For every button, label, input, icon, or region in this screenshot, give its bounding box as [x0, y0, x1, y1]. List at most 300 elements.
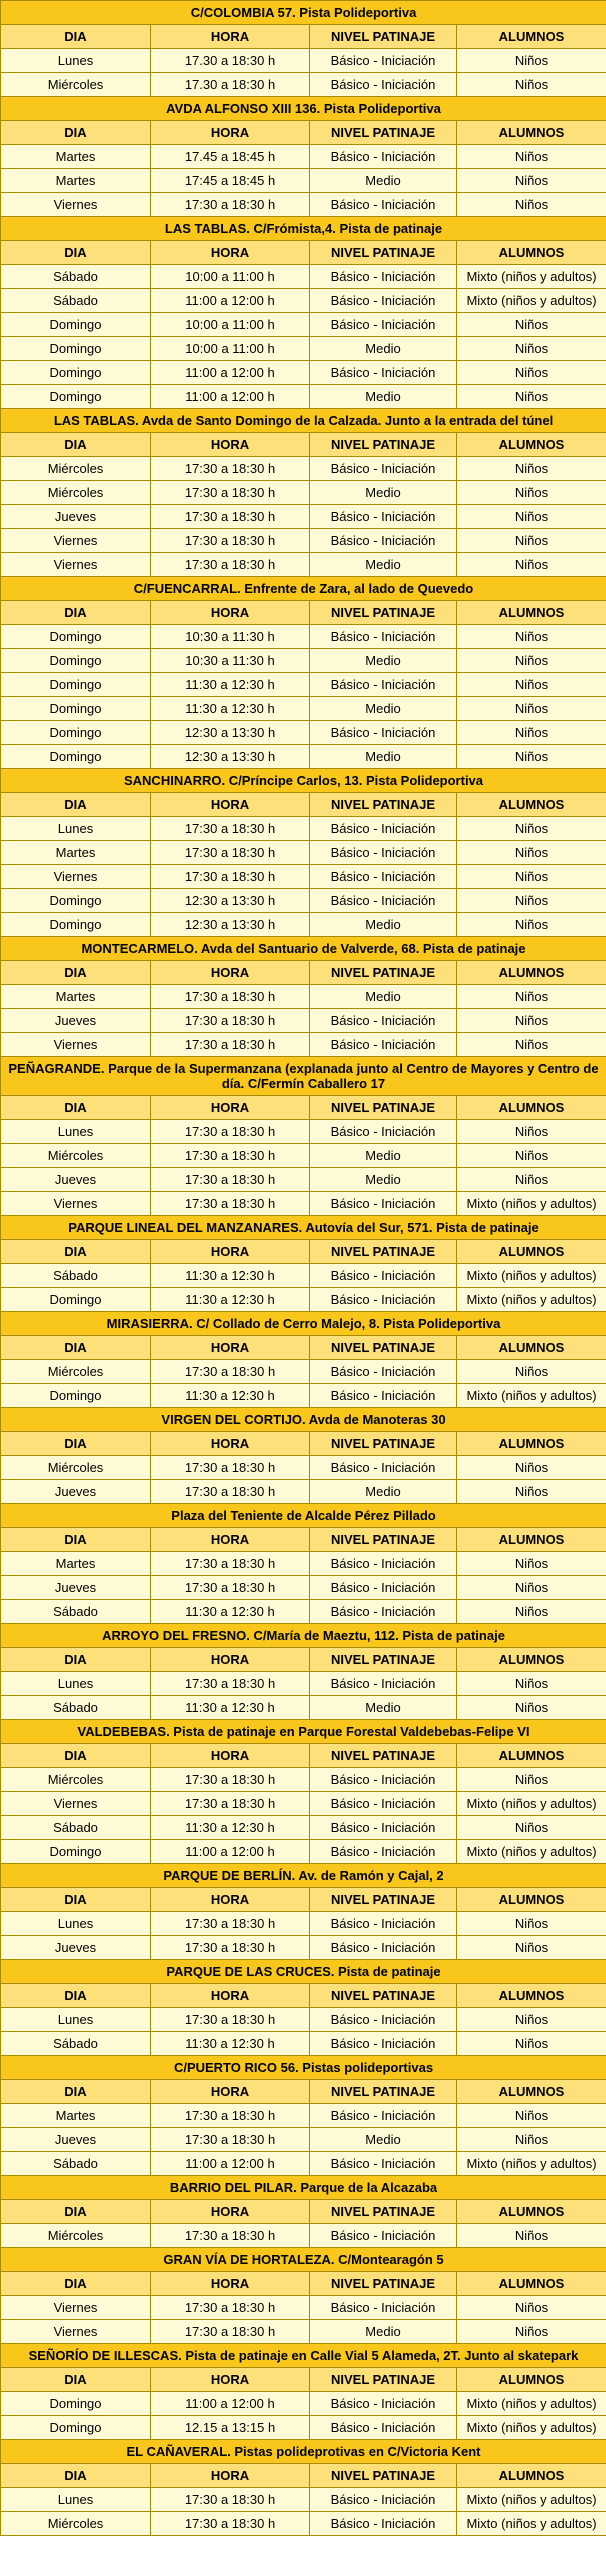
location-title-row — [1, 2344, 606, 2368]
students-header: ALUMNOS — [457, 1336, 606, 1360]
students-cell: Niños — [457, 1033, 606, 1057]
hour-cell: 17:30 a 18:30 h — [151, 841, 310, 865]
column-header-row — [1, 1336, 606, 1360]
column-header-row — [1, 241, 606, 265]
students-cell: Niños — [457, 553, 606, 577]
table-row — [1, 49, 606, 73]
location-title: VIRGEN DEL CORTIJO. Avda de Manoteras 30 — [1, 1408, 606, 1432]
table-row — [1, 697, 606, 721]
students-cell: Niños — [457, 1144, 606, 1168]
day-cell: Domingo — [1, 2416, 151, 2440]
hour-header: HORA — [151, 2464, 310, 2488]
hour-cell: 17:30 a 18:30 h — [151, 1768, 310, 1792]
day-cell: Domingo — [1, 697, 151, 721]
level-header: NIVEL PATINAJE — [310, 1744, 457, 1768]
day-cell: Lunes — [1, 1672, 151, 1696]
hour-header: HORA — [151, 241, 310, 265]
level-header: NIVEL PATINAJE — [310, 2200, 457, 2224]
hour-cell: 17:30 a 18:30 h — [151, 2320, 310, 2344]
students-header: ALUMNOS — [457, 1528, 606, 1552]
level-cell: Básico - Iniciación — [310, 2416, 457, 2440]
students-cell: Mixto (niños y adultos) — [457, 2152, 606, 2176]
day-cell: Domingo — [1, 1840, 151, 1864]
hour-cell: 17:30 a 18:30 h — [151, 193, 310, 217]
level-cell: Básico - Iniciación — [310, 1009, 457, 1033]
hour-header: HORA — [151, 433, 310, 457]
hour-cell: 11:00 a 12:00 h — [151, 2392, 310, 2416]
location-title-row — [1, 2440, 606, 2464]
level-header: NIVEL PATINAJE — [310, 1888, 457, 1912]
hour-header: HORA — [151, 961, 310, 985]
hour-cell: 17:30 a 18:30 h — [151, 2488, 310, 2512]
level-cell: Medio — [310, 169, 457, 193]
level-cell: Medio — [310, 745, 457, 769]
table-row — [1, 361, 606, 385]
level-cell: Básico - Iniciación — [310, 265, 457, 289]
level-header: NIVEL PATINAJE — [310, 1528, 457, 1552]
table-row — [1, 1033, 606, 1057]
day-cell: Martes — [1, 841, 151, 865]
hour-cell: 17:30 a 18:30 h — [151, 1936, 310, 1960]
students-cell: Niños — [457, 2008, 606, 2032]
level-cell: Básico - Iniciación — [310, 2032, 457, 2056]
level-cell: Básico - Iniciación — [310, 889, 457, 913]
day-cell: Jueves — [1, 1576, 151, 1600]
day-header: DIA — [1, 2200, 151, 2224]
hour-cell: 11:30 a 12:30 h — [151, 673, 310, 697]
level-header: NIVEL PATINAJE — [310, 121, 457, 145]
day-header: DIA — [1, 1096, 151, 1120]
level-cell: Medio — [310, 1480, 457, 1504]
hour-cell: 17:30 a 18:30 h — [151, 1792, 310, 1816]
location-title: MIRASIERRA. C/ Collado de Cerro Malejo, 8. Pista Polideportiva — [1, 1312, 606, 1336]
column-header-row — [1, 2272, 606, 2296]
hour-cell: 11:30 a 12:30 h — [151, 1816, 310, 1840]
hour-cell: 17.30 a 18:30 h — [151, 73, 310, 97]
level-header: NIVEL PATINAJE — [310, 961, 457, 985]
students-cell: Niños — [457, 1576, 606, 1600]
table-row — [1, 1912, 606, 1936]
level-cell: Básico - Iniciación — [310, 2104, 457, 2128]
day-cell: Jueves — [1, 1168, 151, 1192]
day-cell: Martes — [1, 145, 151, 169]
level-cell: Básico - Iniciación — [310, 1360, 457, 1384]
table-row — [1, 625, 606, 649]
table-row — [1, 2152, 606, 2176]
students-cell: Niños — [457, 625, 606, 649]
day-cell: Sábado — [1, 1600, 151, 1624]
day-cell: Sábado — [1, 2032, 151, 2056]
students-header: ALUMNOS — [457, 2080, 606, 2104]
table-row — [1, 1552, 606, 1576]
students-cell: Niños — [457, 2104, 606, 2128]
level-cell: Básico - Iniciación — [310, 1768, 457, 1792]
table-row — [1, 2296, 606, 2320]
hour-cell: 17:30 a 18:30 h — [151, 817, 310, 841]
day-header: DIA — [1, 601, 151, 625]
level-cell: Básico - Iniciación — [310, 1120, 457, 1144]
location-title-row — [1, 97, 606, 121]
day-cell: Martes — [1, 1552, 151, 1576]
students-cell: Niños — [457, 1912, 606, 1936]
students-cell: Niños — [457, 1456, 606, 1480]
day-cell: Lunes — [1, 49, 151, 73]
level-cell: Medio — [310, 337, 457, 361]
students-cell: Mixto (niños y adultos) — [457, 2416, 606, 2440]
table-row — [1, 385, 606, 409]
table-row — [1, 529, 606, 553]
table-row — [1, 1009, 606, 1033]
students-header: ALUMNOS — [457, 601, 606, 625]
hour-cell: 17:30 a 18:30 h — [151, 2296, 310, 2320]
hour-cell: 17:30 a 18:30 h — [151, 1480, 310, 1504]
table-row — [1, 1360, 606, 1384]
column-header-row — [1, 2200, 606, 2224]
students-cell: Mixto (niños y adultos) — [457, 1792, 606, 1816]
table-row — [1, 265, 606, 289]
hour-header: HORA — [151, 2272, 310, 2296]
table-row — [1, 1384, 606, 1408]
day-cell: Miércoles — [1, 481, 151, 505]
students-header: ALUMNOS — [457, 2464, 606, 2488]
day-cell: Miércoles — [1, 1360, 151, 1384]
students-cell: Mixto (niños y adultos) — [457, 289, 606, 313]
level-header: NIVEL PATINAJE — [310, 433, 457, 457]
column-header-row — [1, 2464, 606, 2488]
table-row — [1, 193, 606, 217]
day-cell: Domingo — [1, 1288, 151, 1312]
students-header: ALUMNOS — [457, 1096, 606, 1120]
students-cell: Niños — [457, 529, 606, 553]
day-cell: Jueves — [1, 2128, 151, 2152]
column-header-row — [1, 121, 606, 145]
location-title-row — [1, 2248, 606, 2272]
day-cell: Viernes — [1, 865, 151, 889]
location-title: C/COLOMBIA 57. Pista Polideportiva — [1, 1, 606, 25]
hour-cell: 17:30 a 18:30 h — [151, 865, 310, 889]
students-cell: Niños — [457, 1552, 606, 1576]
hour-cell: 17:30 a 18:30 h — [151, 2104, 310, 2128]
level-cell: Básico - Iniciación — [310, 1384, 457, 1408]
day-header: DIA — [1, 1984, 151, 2008]
students-cell: Niños — [457, 673, 606, 697]
hour-cell: 10:30 a 11:30 h — [151, 625, 310, 649]
level-cell: Medio — [310, 2320, 457, 2344]
level-cell: Básico - Iniciación — [310, 49, 457, 73]
day-cell: Domingo — [1, 2392, 151, 2416]
students-cell: Niños — [457, 457, 606, 481]
day-cell: Domingo — [1, 337, 151, 361]
students-header: ALUMNOS — [457, 1984, 606, 2008]
hour-cell: 11:30 a 12:30 h — [151, 2032, 310, 2056]
location-title: C/FUENCARRAL. Enfrente de Zara, al lado de Quevedo — [1, 577, 606, 601]
table-row — [1, 673, 606, 697]
column-header-row — [1, 1528, 606, 1552]
hour-cell: 10:00 a 11:00 h — [151, 337, 310, 361]
day-cell: Domingo — [1, 889, 151, 913]
hour-cell: 11:00 a 12:00 h — [151, 1840, 310, 1864]
location-title: PARQUE LINEAL DEL MANZANARES. Autovía del Sur, 571. Pista de patinaje — [1, 1216, 606, 1240]
column-header-row — [1, 961, 606, 985]
students-cell: Mixto (niños y adultos) — [457, 1288, 606, 1312]
students-cell: Niños — [457, 985, 606, 1009]
day-cell: Domingo — [1, 313, 151, 337]
level-cell: Básico - Iniciación — [310, 289, 457, 313]
location-title-row — [1, 217, 606, 241]
location-title: PARQUE DE LAS CRUCES. Pista de patinaje — [1, 1960, 606, 1984]
level-cell: Básico - Iniciación — [310, 1288, 457, 1312]
day-cell: Domingo — [1, 745, 151, 769]
location-title: GRAN VÍA DE HORTALEZA. C/Montearagón 5 — [1, 2248, 606, 2272]
level-cell: Básico - Iniciación — [310, 73, 457, 97]
students-cell: Mixto (niños y adultos) — [457, 265, 606, 289]
hour-header: HORA — [151, 25, 310, 49]
table-row — [1, 1480, 606, 1504]
hour-cell: 17:30 a 18:30 h — [151, 985, 310, 1009]
students-cell: Niños — [457, 505, 606, 529]
level-cell: Básico - Iniciación — [310, 1264, 457, 1288]
level-cell: Básico - Iniciación — [310, 2488, 457, 2512]
students-cell: Niños — [457, 481, 606, 505]
hour-cell: 10:00 a 11:00 h — [151, 313, 310, 337]
level-cell: Básico - Iniciación — [310, 2152, 457, 2176]
day-cell: Miércoles — [1, 2512, 151, 2536]
hour-cell: 17:30 a 18:30 h — [151, 1576, 310, 1600]
level-cell: Básico - Iniciación — [310, 1033, 457, 1057]
table-row — [1, 2128, 606, 2152]
level-cell: Básico - Iniciación — [310, 1816, 457, 1840]
level-header: NIVEL PATINAJE — [310, 2272, 457, 2296]
location-title: BARRIO DEL PILAR. Parque de la Alcazaba — [1, 2176, 606, 2200]
day-cell: Domingo — [1, 649, 151, 673]
table-row — [1, 169, 606, 193]
day-header: DIA — [1, 241, 151, 265]
students-cell: Niños — [457, 1600, 606, 1624]
students-cell: Niños — [457, 361, 606, 385]
day-cell: Martes — [1, 985, 151, 1009]
students-cell: Niños — [457, 313, 606, 337]
level-cell: Básico - Iniciación — [310, 625, 457, 649]
location-title: SANCHINARRO. C/Príncipe Carlos, 13. Pista Polideportiva — [1, 769, 606, 793]
table-row — [1, 145, 606, 169]
level-cell: Medio — [310, 1144, 457, 1168]
students-cell: Mixto (niños y adultos) — [457, 1384, 606, 1408]
level-cell: Básico - Iniciación — [310, 361, 457, 385]
column-header-row — [1, 1432, 606, 1456]
column-header-row — [1, 793, 606, 817]
hour-cell: 11:00 a 12:00 h — [151, 361, 310, 385]
location-title-row — [1, 1312, 606, 1336]
students-header: ALUMNOS — [457, 121, 606, 145]
hour-cell: 17:30 a 18:30 h — [151, 1912, 310, 1936]
table-row — [1, 1264, 606, 1288]
location-title-row — [1, 1, 606, 25]
hour-cell: 17:30 a 18:30 h — [151, 1009, 310, 1033]
table-row — [1, 505, 606, 529]
level-cell: Medio — [310, 553, 457, 577]
hour-header: HORA — [151, 2080, 310, 2104]
level-header: NIVEL PATINAJE — [310, 2464, 457, 2488]
hour-cell: 17.45 a 18:45 h — [151, 145, 310, 169]
students-cell: Niños — [457, 1480, 606, 1504]
level-cell: Básico - Iniciación — [310, 817, 457, 841]
students-cell: Mixto (niños y adultos) — [457, 1840, 606, 1864]
level-header: NIVEL PATINAJE — [310, 601, 457, 625]
column-header-row — [1, 1744, 606, 1768]
hour-cell: 11:00 a 12:00 h — [151, 385, 310, 409]
level-cell: Medio — [310, 481, 457, 505]
table-row — [1, 1696, 606, 1720]
location-title: MONTECARMELO. Avda del Santuario de Valverde, 68. Pista de patinaje — [1, 937, 606, 961]
students-cell: Niños — [457, 1768, 606, 1792]
table-row — [1, 313, 606, 337]
hour-cell: 17:30 a 18:30 h — [151, 529, 310, 553]
day-header: DIA — [1, 2464, 151, 2488]
hour-header: HORA — [151, 1984, 310, 2008]
level-cell: Básico - Iniciación — [310, 505, 457, 529]
day-header: DIA — [1, 433, 151, 457]
students-cell: Niños — [457, 1672, 606, 1696]
table-row — [1, 2488, 606, 2512]
day-cell: Viernes — [1, 193, 151, 217]
students-header: ALUMNOS — [457, 2272, 606, 2296]
hour-cell: 17:30 a 18:30 h — [151, 457, 310, 481]
hour-header: HORA — [151, 1240, 310, 1264]
level-header: NIVEL PATINAJE — [310, 2368, 457, 2392]
day-cell: Domingo — [1, 913, 151, 937]
day-cell: Lunes — [1, 2488, 151, 2512]
location-title: VALDEBEBAS. Pista de patinaje en Parque Forestal Valdebebas-Felipe VI — [1, 1720, 606, 1744]
level-cell: Básico - Iniciación — [310, 457, 457, 481]
table-row — [1, 1144, 606, 1168]
day-cell: Domingo — [1, 673, 151, 697]
students-cell: Niños — [457, 817, 606, 841]
level-header: NIVEL PATINAJE — [310, 25, 457, 49]
hour-cell: 17:30 a 18:30 h — [151, 1552, 310, 1576]
hour-cell: 17:30 a 18:30 h — [151, 1192, 310, 1216]
day-cell: Martes — [1, 2104, 151, 2128]
hour-header: HORA — [151, 1336, 310, 1360]
hour-header: HORA — [151, 1432, 310, 1456]
level-header: NIVEL PATINAJE — [310, 1984, 457, 2008]
day-cell: Sábado — [1, 289, 151, 313]
hour-cell: 17:30 a 18:30 h — [151, 1168, 310, 1192]
location-title: EL CAÑAVERAL. Pistas polideprotivas en C/Victoria Kent — [1, 2440, 606, 2464]
day-header: DIA — [1, 25, 151, 49]
hour-header: HORA — [151, 1528, 310, 1552]
students-cell: Niños — [457, 865, 606, 889]
table-row — [1, 1936, 606, 1960]
students-header: ALUMNOS — [457, 1648, 606, 1672]
day-cell: Viernes — [1, 529, 151, 553]
location-title-row — [1, 1504, 606, 1528]
location-title: LAS TABLAS. C/Frómista,4. Pista de patinaje — [1, 217, 606, 241]
level-cell: Básico - Iniciación — [310, 193, 457, 217]
day-cell: Jueves — [1, 1480, 151, 1504]
level-cell: Básico - Iniciación — [310, 1840, 457, 1864]
hour-cell: 10:30 a 11:30 h — [151, 649, 310, 673]
students-header: ALUMNOS — [457, 1432, 606, 1456]
level-cell: Medio — [310, 1696, 457, 1720]
table-row — [1, 1816, 606, 1840]
students-cell: Niños — [457, 337, 606, 361]
location-title-row — [1, 1216, 606, 1240]
level-cell: Básico - Iniciación — [310, 1936, 457, 1960]
location-title-row — [1, 409, 606, 433]
table-row — [1, 1120, 606, 1144]
hour-cell: 11:00 a 12:00 h — [151, 2152, 310, 2176]
day-cell: Domingo — [1, 385, 151, 409]
location-title: AVDA ALFONSO XIII 136. Pista Polideportiva — [1, 97, 606, 121]
students-cell: Niños — [457, 889, 606, 913]
hour-cell: 17:30 a 18:30 h — [151, 2224, 310, 2248]
hour-cell: 17:30 a 18:30 h — [151, 481, 310, 505]
table-row — [1, 817, 606, 841]
day-cell: Miércoles — [1, 1456, 151, 1480]
table-row — [1, 2416, 606, 2440]
location-title: LAS TABLAS. Avda de Santo Domingo de la Calzada. Junto a la entrada del túnel — [1, 409, 606, 433]
hour-cell: 11:30 a 12:30 h — [151, 1264, 310, 1288]
level-header: NIVEL PATINAJE — [310, 1240, 457, 1264]
level-cell: Medio — [310, 913, 457, 937]
level-cell: Básico - Iniciación — [310, 2224, 457, 2248]
day-cell: Sábado — [1, 2152, 151, 2176]
hour-cell: 17:30 a 18:30 h — [151, 553, 310, 577]
hour-cell: 11:30 a 12:30 h — [151, 1288, 310, 1312]
day-cell: Miércoles — [1, 73, 151, 97]
table-row — [1, 2032, 606, 2056]
day-header: DIA — [1, 1744, 151, 1768]
level-cell: Medio — [310, 697, 457, 721]
day-cell: Viernes — [1, 1192, 151, 1216]
table-row — [1, 2392, 606, 2416]
column-header-row — [1, 1648, 606, 1672]
students-cell: Niños — [457, 1360, 606, 1384]
location-title: ARROYO DEL FRESNO. C/María de Maeztu, 112. Pista de patinaje — [1, 1624, 606, 1648]
students-cell: Niños — [457, 1696, 606, 1720]
table-row — [1, 1840, 606, 1864]
hour-cell: 17:30 a 18:30 h — [151, 2512, 310, 2536]
hour-header: HORA — [151, 2200, 310, 2224]
day-cell: Viernes — [1, 553, 151, 577]
students-cell: Niños — [457, 193, 606, 217]
students-cell: Niños — [457, 2128, 606, 2152]
hour-cell: 17:30 a 18:30 h — [151, 1033, 310, 1057]
table-row — [1, 1456, 606, 1480]
students-cell: Mixto (niños y adultos) — [457, 2512, 606, 2536]
level-cell: Básico - Iniciación — [310, 529, 457, 553]
level-cell: Básico - Iniciación — [310, 1912, 457, 1936]
column-header-row — [1, 25, 606, 49]
level-header: NIVEL PATINAJE — [310, 2080, 457, 2104]
day-header: DIA — [1, 793, 151, 817]
day-cell: Miércoles — [1, 457, 151, 481]
level-header: NIVEL PATINAJE — [310, 1648, 457, 1672]
hour-header: HORA — [151, 793, 310, 817]
level-cell: Básico - Iniciación — [310, 1672, 457, 1696]
hour-header: HORA — [151, 2368, 310, 2392]
hour-header: HORA — [151, 1888, 310, 1912]
hour-cell: 17:45 a 18:45 h — [151, 169, 310, 193]
level-cell: Básico - Iniciación — [310, 841, 457, 865]
table-row — [1, 1288, 606, 1312]
level-cell: Básico - Iniciación — [310, 1576, 457, 1600]
day-cell: Sábado — [1, 1264, 151, 1288]
table-row — [1, 2320, 606, 2344]
day-header: DIA — [1, 1432, 151, 1456]
column-header-row — [1, 2080, 606, 2104]
level-cell: Básico - Iniciación — [310, 673, 457, 697]
